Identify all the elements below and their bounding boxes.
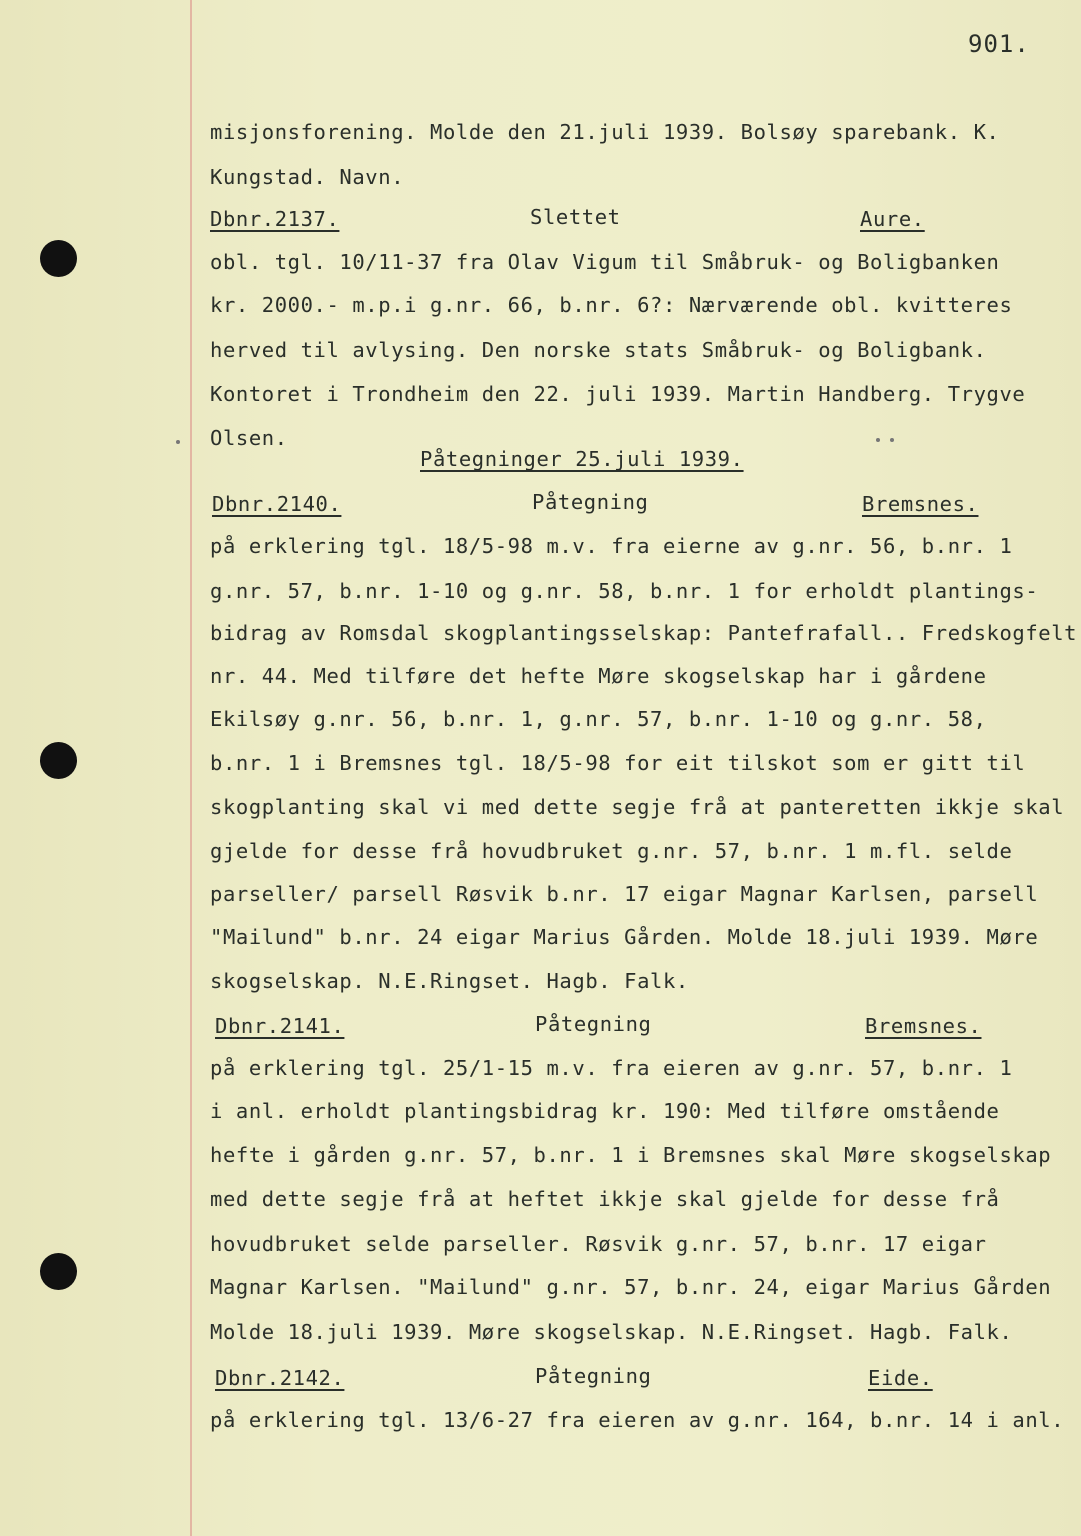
text-line: nr. 44. Med tilføre det hefte Møre skogselskap har i gårdene [210,664,987,688]
entry-type: Påtegning [532,490,649,514]
punch-hole [40,742,77,779]
text-line: Magnar Karlsen. "Mailund" g.nr. 57, b.nr. 24, eigar Marius Gården [210,1275,1052,1299]
speck [890,438,894,442]
text-line: skogplanting skal vi med dette segje frå at panteretten ikkje skal [210,795,1065,819]
section-heading: Påtegninger 25.juli 1939. [420,447,744,471]
punch-hole [40,1253,77,1290]
text-line: misjonsforening. Molde den 21.juli 1939. Bolsøy sparebank. K. [210,120,1000,144]
entry-number: Dbnr.2142. [215,1366,345,1390]
text-line: kr. 2000.- m.p.i g.nr. 66, b.nr. 6?: Nærværende obl. kvitteres [210,293,1013,317]
text-line: obl. tgl. 10/11-37 fra Olav Vigum til Småbruk- og Boligbanken [210,250,1000,274]
text-line: gjelde for desse frå hovudbruket g.nr. 57, b.nr. 1 m.fl. selde [210,839,1013,863]
entry-number: Dbnr.2137. [210,207,340,231]
text-line: med dette segje frå at heftet ikkje skal gjelde for desse frå [210,1187,1000,1211]
speck [176,440,180,444]
text-line: Molde 18.juli 1939. Møre skogselskap. N.E.Ringset. Hagb. Falk. [210,1320,1013,1344]
text-line: på erklering tgl. 25/1-15 m.v. fra eieren av g.nr. 57, b.nr. 1 [210,1056,1013,1080]
text-line: Kungstad. Navn. [210,165,405,189]
text-line: hefte i gården g.nr. 57, b.nr. 1 i Bremsnes skal Møre skogselskap [210,1143,1052,1167]
entry-place: Eide. [868,1366,933,1390]
page-number: 901. [968,30,1030,58]
punch-hole [40,240,77,277]
entry-type: Påtegning [535,1012,652,1036]
entry-place: Bremsnes. [865,1014,982,1038]
text-line: Olsen. [210,426,288,450]
margin-rule [190,0,192,1536]
text-line: g.nr. 57, b.nr. 1-10 og g.nr. 58, b.nr. 1 for erholdt plantings- [210,579,1039,603]
entry-place: Aure. [860,207,925,231]
text-line: skogselskap. N.E.Ringset. Hagb. Falk. [210,969,689,993]
text-line: på erklering tgl. 13/6-27 fra eieren av g.nr. 164, b.nr. 14 i anl. [210,1408,1065,1432]
entry-type: Slettet [530,205,621,229]
text-line: bidrag av Romsdal skogplantingsselskap: Pantefrafall.. Fredskogfelt [210,621,1078,645]
entry-number: Dbnr.2140. [212,492,342,516]
text-line: på erklering tgl. 18/5-98 m.v. fra eierne av g.nr. 56, b.nr. 1 [210,534,1013,558]
entry-place: Bremsnes. [862,492,979,516]
text-line: Ekilsøy g.nr. 56, b.nr. 1, g.nr. 57, b.nr. 1-10 og g.nr. 58, [210,707,987,731]
speck [876,438,880,442]
text-line: parseller/ parsell Røsvik b.nr. 17 eigar Magnar Karlsen, parsell [210,882,1039,906]
text-line: hovudbruket selde parseller. Røsvik g.nr. 57, b.nr. 17 eigar [210,1232,987,1256]
entry-type: Påtegning [535,1364,652,1388]
text-line: herved til avlysing. Den norske stats Småbruk- og Boligbank. [210,338,987,362]
text-line: b.nr. 1 i Bremsnes tgl. 18/5-98 for eit tilskot som er gitt til [210,751,1026,775]
text-line: Kontoret i Trondheim den 22. juli 1939. Martin Handberg. Trygve [210,382,1026,406]
text-line: "Mailund" b.nr. 24 eigar Marius Gården. Molde 18.juli 1939. Møre [210,925,1039,949]
entry-number: Dbnr.2141. [215,1014,345,1038]
text-line: i anl. erholdt plantingsbidrag kr. 190: Med tilføre omstående [210,1099,1000,1123]
